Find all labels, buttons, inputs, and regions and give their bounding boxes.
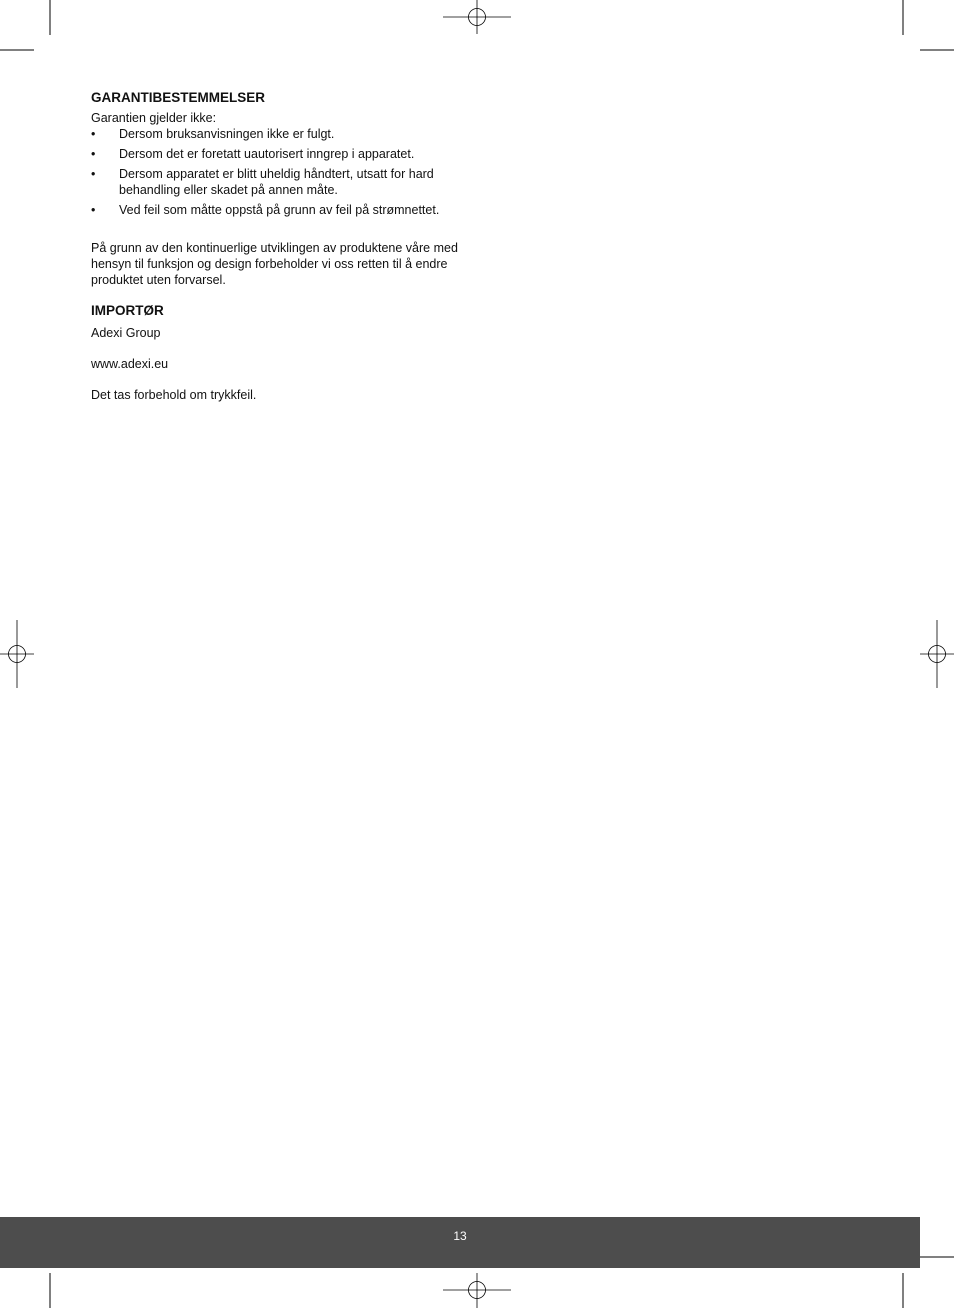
warranty-intro: Garantien gjelder ikke: [91,111,217,125]
importer-heading: IMPORTØR [91,303,164,318]
importer-company: Adexi Group [91,326,161,340]
registration-mark-top [443,0,511,34]
registration-mark-left [0,620,34,688]
registration-mark-bottom [443,1273,511,1308]
list-item-text: Dersom det er foretatt uautorisert inngrep i apparatet. [119,147,415,161]
warranty-heading: GARANTIBESTEMMELSER [91,90,266,105]
list-item-text: Dersom bruksanvisningen ikke er fulgt. [119,127,335,141]
list-item-text: Dersom apparatet er blitt uheldig håndtert, utsatt for hard behandling eller skadet på annen måte. [119,167,434,197]
page-number: 13 [453,1229,467,1243]
misprint-note: Det tas forbehold om trykkfeil. [91,388,257,402]
bullet-icon: • [91,147,96,161]
list-item-text: Ved feil som måtte oppstå på grunn av feil på strømnettet. [119,203,440,217]
bullet-icon: • [91,203,96,217]
list-item [91,202,471,218]
list-item [91,166,471,198]
registration-mark-right [920,620,954,688]
importer-website-link[interactable]: www.adexi.eu [91,357,169,371]
bullet-icon: • [91,127,96,141]
footer-bar [0,1217,920,1268]
page-content [91,89,471,403]
list-item [91,126,471,142]
list-item [91,146,471,162]
product-change-disclaimer: På grunn av den kontinuerlige utviklingen av produktene våre med hensyn til funksjon og design forbeholder vi oss retten til å endre produktet uten forvarsel. [91,241,458,287]
bullet-icon: • [91,167,96,181]
warranty-exclusions-list [91,126,471,218]
